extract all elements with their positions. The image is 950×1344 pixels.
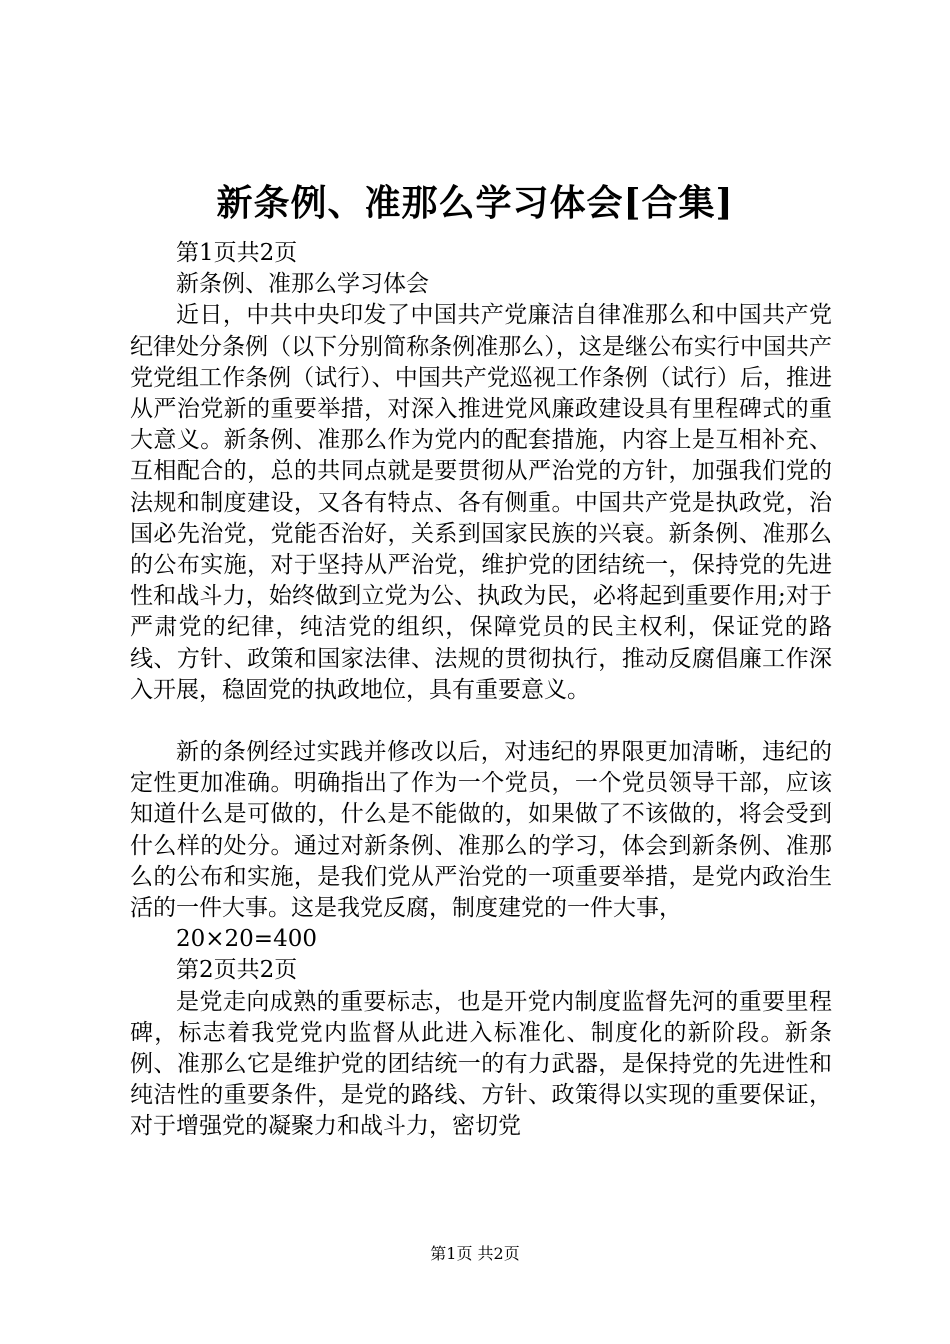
paragraph-2: 新的条例经过实践并修改以后，对违纪的界限更加清晰，违纪的定性更加准确。明确指出了作为一个党员，一个党员领导干部，应该知道什么是可做的，什么是不能做的，如果做了不该做的，将会受到什么样的处分。通过对新条例、准那么的学习，体会到新条例、准那么的公布和实施，是我们党从严治党的一项重要举措，是党内政治生活的一件大事。这是我党反腐，制度建党的一件大事， — [130, 739, 832, 922]
document-body — [130, 238, 832, 1143]
page-marker-2: 第2页共2页 — [176, 957, 298, 984]
paragraph-1: 近日，中共中央印发了中国共产党廉洁自律准那么和中国共产党纪律处分条例（以下分别简称条例准那么），这是继公布实行中国共产党党组工作条例（试行）、中国共产党巡视工作条例（试行）后，推进从严治党新的重要举措，对深入推进党风廉政建设具有里程碑式的重大意义。新条例、准那么作为党内的配套措施，内容上是互相补充、互相配合的，总的共同点就是要贯彻从严治党的方针，加强我们党的法规和制度建设，又各有特点、各有侧重。中国共产党是执政党，治国必先治党，党能否治好，关系到国家民族的兴衰。新条例、准那么的公布实施，对于坚持从严治党，维护党的团结统一，保持党的先进性和战斗力，始终做到立党为公、执政为民，必将起到重要作用;对于严肃党的纪律，纯洁党的组织，保障党员的民主权利，保证党的路线、方针、政策和国家法律、法规的贯彻执行，推动反腐倡廉工作深入开展，稳固党的执政地位，具有重要意义。 — [130, 302, 832, 703]
grid-note: 20×20=400 — [176, 926, 317, 953]
document-title: 新条例、准那么学习体会[合集] — [216, 182, 734, 224]
page-footer: 第1页 共2页 — [430, 1244, 520, 1263]
page-marker-1: 第1页共2页 — [176, 240, 298, 266]
paragraph-3: 是党走向成熟的重要标志，也是开党内制度监督先河的重要里程碑，标志着我党党内监督从此进入标准化、制度化的新阶段。新条例、准那么它是维护党的团结统一的有力武器，是保持党的先进性和纯洁性的重要条件，是党的路线、方针、政策得以实现的重要保证，对于增强党的凝聚力和战斗力，密切党 — [130, 988, 832, 1140]
subtitle: 新条例、准那么学习体会 — [176, 271, 429, 298]
